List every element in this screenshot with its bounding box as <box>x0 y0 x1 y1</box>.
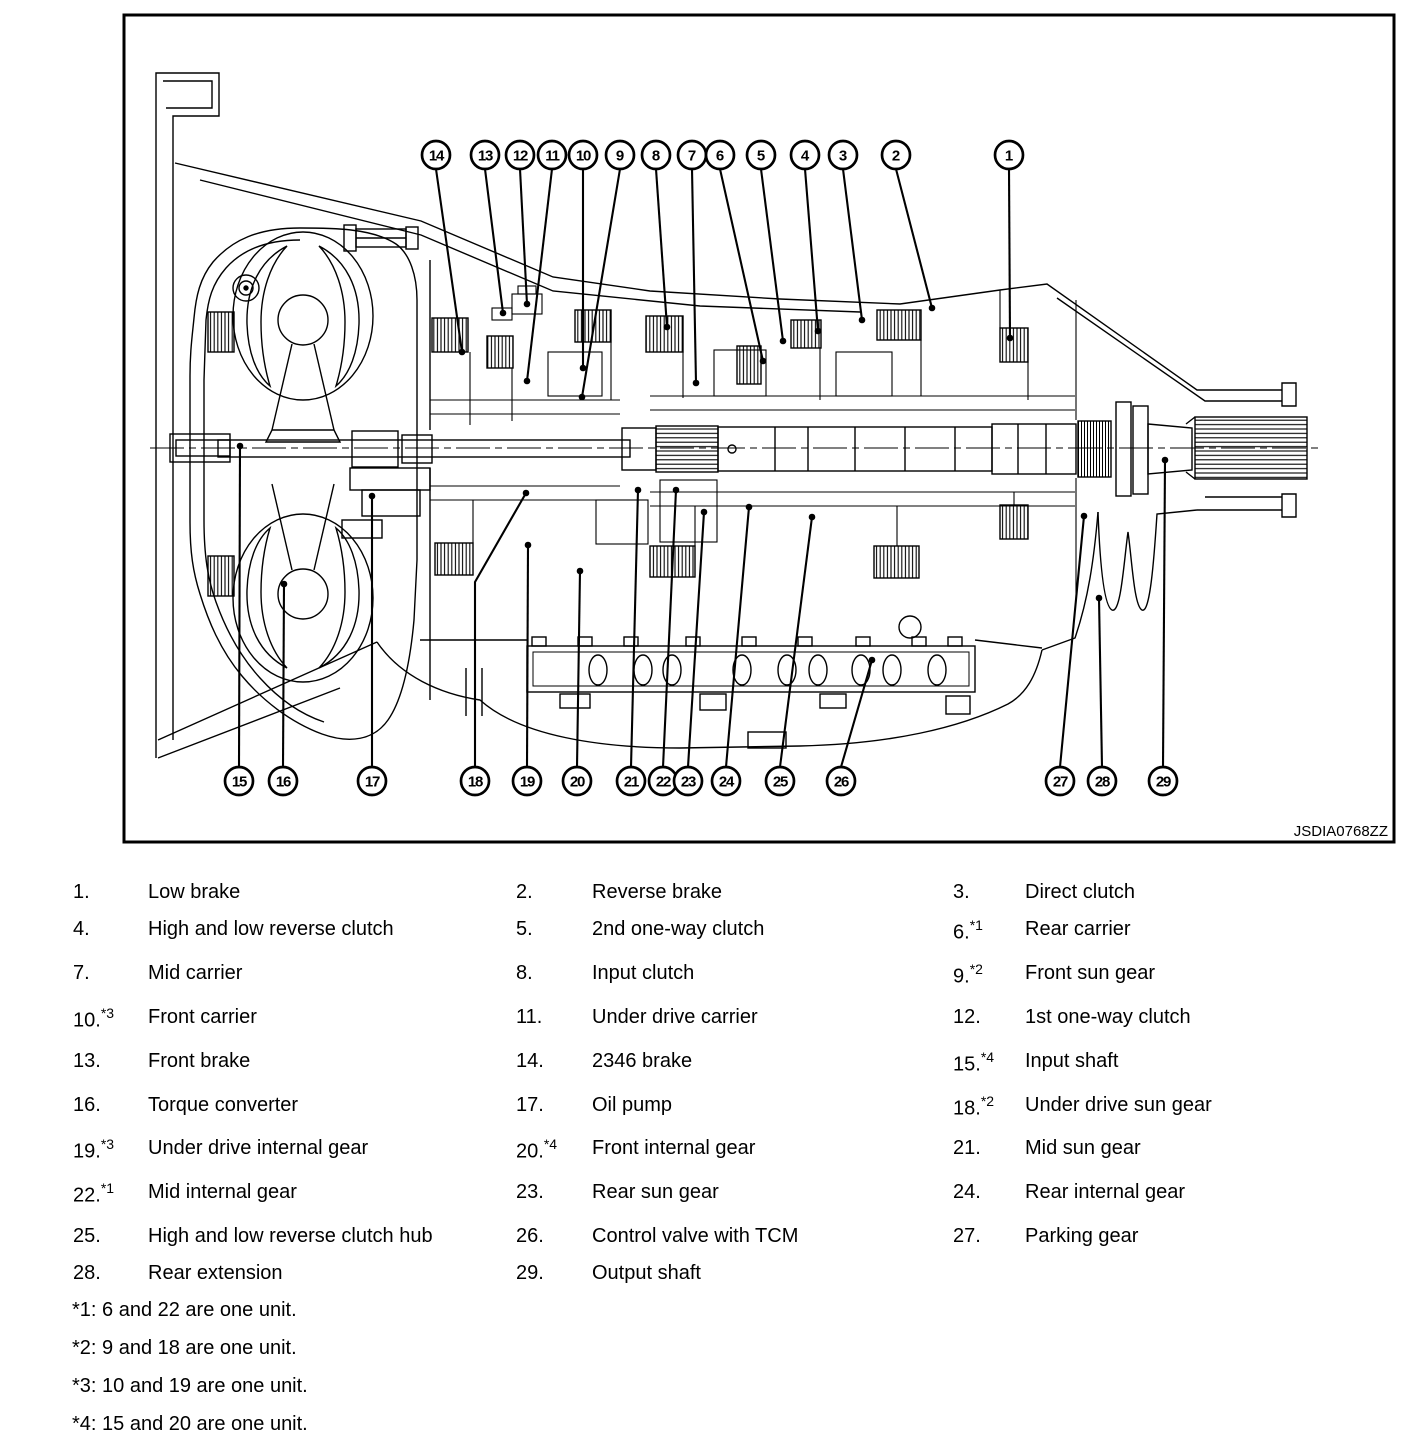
legend-item-label: Front brake <box>148 1050 251 1072</box>
callout-number-3: 3 <box>838 147 848 165</box>
legend-item-number: 9.$^{*2}$ <box>953 961 983 988</box>
leader-dot-13 <box>500 310 507 317</box>
leader-line-1 <box>1009 169 1010 338</box>
callout-13 <box>471 141 499 169</box>
leader-dot-27 <box>1081 513 1088 520</box>
legend-item-label: Rear sun gear <box>592 1181 719 1203</box>
callout-3 <box>829 141 857 169</box>
legend-item-label: Under drive internal gear <box>148 1137 369 1159</box>
legend-item-label: Control valve with TCM <box>592 1225 799 1247</box>
callout-2 <box>882 141 910 169</box>
callout-number-1: 1 <box>1004 147 1014 165</box>
legend-item-label: Mid carrier <box>148 962 243 984</box>
leader-line-15 <box>239 446 240 767</box>
legend-item-label: 2346 brake <box>592 1050 693 1072</box>
legend-item-footnote-ref: *3 <box>100 1005 115 1021</box>
callout-number-8: 8 <box>651 147 661 165</box>
leader-dot-28 <box>1096 595 1103 602</box>
callout-20 <box>563 767 591 795</box>
legend-item-number: 2. <box>516 881 533 903</box>
callout-26 <box>827 767 855 795</box>
footnote: *3: 10 and 19 are one unit. <box>72 1375 308 1397</box>
legend-item-label: Low brake <box>148 881 241 903</box>
figure-code: JSDIA0768ZZ <box>1293 823 1388 840</box>
legend-item-number: 20.$^{*4}$ <box>516 1136 558 1163</box>
callout-number-28: 28 <box>1094 773 1110 791</box>
legend-row <box>0 1050 1408 1080</box>
callout-7 <box>678 141 706 169</box>
legend-item-label: Under drive carrier <box>592 1006 758 1028</box>
footnote: *2: 9 and 18 are one unit. <box>72 1337 297 1359</box>
callout-number-11: 11 <box>545 147 559 165</box>
leader-dot-2 <box>929 305 936 312</box>
legend-item-label: 2nd one-way clutch <box>592 918 765 940</box>
legend-item-number: 18.$^{*2}$ <box>953 1093 995 1120</box>
legend-item-number: 24. <box>953 1181 981 1203</box>
callout-18 <box>461 767 489 795</box>
legend-item-footnote-ref: *3 <box>100 1136 115 1152</box>
legend-item-label: Reverse brake <box>592 881 723 903</box>
callout-17 <box>358 767 386 795</box>
leader-dot-10 <box>580 365 587 372</box>
legend-item-number: 22.$^{*1}$ <box>73 1180 115 1207</box>
leader-line-16 <box>283 584 284 767</box>
legend-row <box>0 1262 1408 1292</box>
legend-item-number: 4. <box>73 918 90 940</box>
legend-item-number: 11. <box>516 1006 543 1028</box>
legend-item-number: 26. <box>516 1225 544 1247</box>
legend-item-footnote-ref: *4 <box>980 1049 995 1065</box>
callout-number-20: 20 <box>569 773 585 791</box>
legend-item-label: Rear carrier <box>1025 918 1131 940</box>
legend-row <box>0 962 1408 992</box>
legend-item-label: Front carrier <box>148 1006 257 1028</box>
legend-item-footnote-ref: *2 <box>980 1093 995 1109</box>
legend-item-label: Oil pump <box>592 1094 673 1116</box>
callout-8 <box>642 141 670 169</box>
callout-24 <box>712 767 740 795</box>
callout-number-13: 13 <box>477 147 493 165</box>
leader-dot-17 <box>369 493 376 500</box>
legend-item-number: 5. <box>516 918 533 940</box>
legend-item-label: Rear extension <box>148 1262 283 1284</box>
legend-item-label: Output shaft <box>592 1262 701 1284</box>
callout-number-2: 2 <box>891 147 901 165</box>
callout-21 <box>617 767 645 795</box>
leader-dot-29 <box>1162 457 1169 464</box>
footnote: *1: 6 and 22 are one unit. <box>72 1299 297 1321</box>
leader-dot-22 <box>673 487 680 494</box>
callout-6 <box>706 141 734 169</box>
callout-23 <box>674 767 702 795</box>
leader-dot-1 <box>1007 335 1014 342</box>
legend-item-number: 17. <box>516 1094 544 1116</box>
callout-number-15: 15 <box>231 773 247 791</box>
legend-item-label: Front sun gear <box>1025 962 1156 984</box>
leader-dot-18 <box>523 490 530 497</box>
legend-item-footnote-ref: *1 <box>969 917 983 933</box>
leader-dot-15 <box>237 443 244 450</box>
legend-item-footnote-ref: *4 <box>543 1136 558 1152</box>
legend-item-number: 3. <box>953 881 970 903</box>
legend-item-label: Input clutch <box>592 962 695 984</box>
legend-item-number: 28. <box>73 1262 101 1284</box>
leader-dot-21 <box>635 487 642 494</box>
legend-item-label: High and low reverse clutch hub <box>148 1225 433 1247</box>
legend-row <box>0 1225 1408 1255</box>
callout-28 <box>1088 767 1116 795</box>
callout-11 <box>538 141 566 169</box>
callout-9 <box>606 141 634 169</box>
leader-dot-4 <box>815 328 822 335</box>
legend-item-label: Front internal gear <box>592 1137 756 1159</box>
leader-dot-5 <box>780 338 787 345</box>
leader-dot-16 <box>281 581 288 588</box>
callout-number-18: 18 <box>467 773 483 791</box>
legend-item-number: 19.$^{*3}$ <box>73 1136 115 1163</box>
callout-12 <box>506 141 534 169</box>
legend-row <box>0 1006 1408 1036</box>
leader-dot-24 <box>746 504 753 511</box>
leader-dot-19 <box>525 542 532 549</box>
legend-item-number: 6.$^{*1}$ <box>953 917 983 944</box>
callout-10 <box>569 141 597 169</box>
callout-29 <box>1149 767 1177 795</box>
legend-item-number: 8. <box>516 962 533 984</box>
legend-item-number: 12. <box>953 1006 981 1028</box>
callout-number-26: 26 <box>833 773 849 791</box>
legend-item-number: 1. <box>73 881 90 903</box>
callout-number-9: 9 <box>615 147 625 165</box>
callout-number-10: 10 <box>575 147 591 165</box>
callout-number-23: 23 <box>680 773 696 791</box>
leader-dot-11 <box>524 378 531 385</box>
legend-row <box>0 881 1408 911</box>
leader-dot-23 <box>701 509 708 516</box>
legend-item-number: 21. <box>953 1137 981 1159</box>
leader-dot-7 <box>693 380 700 387</box>
legend-item-label: Torque converter <box>148 1094 299 1116</box>
legend-item-number: 13. <box>73 1050 101 1072</box>
callout-number-27: 27 <box>1052 773 1068 791</box>
callout-4 <box>791 141 819 169</box>
legend-item-label: Mid sun gear <box>1025 1137 1141 1159</box>
legend-item-label: Input shaft <box>1025 1050 1119 1072</box>
callout-number-19: 19 <box>519 773 535 791</box>
legend-item-number: 7. <box>73 962 90 984</box>
callout-number-25: 25 <box>772 773 788 791</box>
legend-item-number: 14. <box>516 1050 544 1072</box>
leader-dot-6 <box>760 358 767 365</box>
callout-1 <box>995 141 1023 169</box>
legend-item-number: 10.$^{*3}$ <box>73 1005 115 1032</box>
legend-item-footnote-ref: *2 <box>969 961 983 977</box>
legend-item-number: 15.$^{*4}$ <box>953 1049 995 1076</box>
callout-14 <box>422 141 450 169</box>
leader-dot-26 <box>869 657 876 664</box>
callout-number-12: 12 <box>512 147 528 165</box>
callout-number-6: 6 <box>715 147 725 165</box>
callout-number-17: 17 <box>364 773 380 791</box>
legend-row <box>0 1137 1408 1167</box>
legend-row <box>0 1181 1408 1211</box>
callout-number-24: 24 <box>718 773 734 791</box>
callout-19 <box>513 767 541 795</box>
legend-item-label: Rear internal gear <box>1025 1181 1186 1203</box>
callout-5 <box>747 141 775 169</box>
leader-dot-8 <box>664 324 671 331</box>
callout-number-22: 22 <box>655 773 671 791</box>
callout-number-4: 4 <box>800 147 810 165</box>
leader-dot-25 <box>809 514 816 521</box>
callout-number-21: 21 <box>623 773 639 791</box>
legend-item-number: 27. <box>953 1225 981 1247</box>
callout-number-14: 14 <box>428 147 444 165</box>
legend-item-number: 29. <box>516 1262 544 1284</box>
leader-dot-9 <box>579 394 586 401</box>
leader-line-19 <box>527 545 528 767</box>
legend-item-label: Parking gear <box>1025 1225 1139 1247</box>
footnote: *4: 15 and 20 are one unit. <box>72 1413 308 1435</box>
legend-item-label: Direct clutch <box>1025 881 1136 903</box>
legend-row <box>0 1094 1408 1124</box>
legend-item-label: High and low reverse clutch <box>148 918 394 940</box>
legend-item-number: 16. <box>73 1094 101 1116</box>
leader-dot-14 <box>459 349 466 356</box>
callout-27 <box>1046 767 1074 795</box>
legend-row <box>0 918 1408 948</box>
leader-dot-3 <box>859 317 866 324</box>
leader-dot-12 <box>524 301 531 308</box>
legend-item-label: 1st one-way clutch <box>1025 1006 1191 1028</box>
legend-item-footnote-ref: *1 <box>100 1180 115 1196</box>
callout-number-7: 7 <box>687 147 697 165</box>
legend-item-label: Mid internal gear <box>148 1181 297 1203</box>
callout-16 <box>269 767 297 795</box>
callout-15 <box>225 767 253 795</box>
callout-number-16: 16 <box>275 773 291 791</box>
leader-dot-20 <box>577 568 584 575</box>
legend-item-number: 25. <box>73 1225 101 1247</box>
callout-25 <box>766 767 794 795</box>
callout-number-29: 29 <box>1155 773 1171 791</box>
callout-number-5: 5 <box>756 147 766 165</box>
legend-item-label: Under drive sun gear <box>1025 1094 1212 1116</box>
legend-item-number: 23. <box>516 1181 544 1203</box>
